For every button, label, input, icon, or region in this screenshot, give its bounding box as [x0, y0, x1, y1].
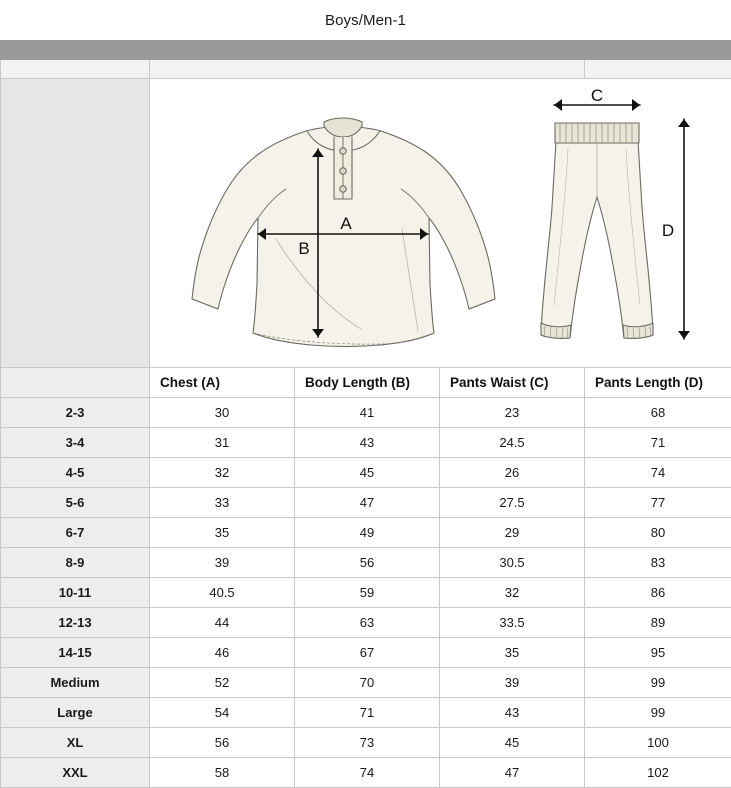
table-band-light-row	[1, 60, 731, 79]
row-size: 5-6	[1, 488, 150, 518]
table-row	[1, 428, 731, 458]
chest-label: A	[340, 214, 352, 233]
row-pants-waist: 32	[440, 578, 585, 608]
row-chest: 54	[150, 698, 295, 728]
table-row	[1, 458, 731, 488]
row-chest: 44	[150, 608, 295, 638]
row-pants-length: 77	[585, 488, 731, 518]
band-dark-cell-center	[150, 41, 585, 60]
garment-diagram-svg	[156, 79, 726, 367]
table-row	[1, 488, 731, 518]
row-pants-length: 68	[585, 398, 731, 428]
pants-length-measure-arrow	[678, 119, 690, 339]
row-body-length: 70	[295, 668, 440, 698]
table-row	[1, 698, 731, 728]
pants-waist-label: C	[590, 86, 602, 105]
row-size: 8-9	[1, 548, 150, 578]
row-pants-waist: 27.5	[440, 488, 585, 518]
row-pants-length: 86	[585, 578, 731, 608]
row-size: 14-15	[1, 638, 150, 668]
row-pants-waist: 33.5	[440, 608, 585, 638]
row-body-length: 56	[295, 548, 440, 578]
row-body-length: 45	[295, 458, 440, 488]
row-body-length: 71	[295, 698, 440, 728]
row-pants-length: 80	[585, 518, 731, 548]
header-body-length: Body Length (B)	[295, 368, 440, 398]
row-pants-length: 100	[585, 728, 731, 758]
table-row	[1, 758, 731, 788]
row-pants-length: 71	[585, 428, 731, 458]
row-pants-waist: 35	[440, 638, 585, 668]
row-pants-waist: 29	[440, 518, 585, 548]
band-light-cell-right	[585, 60, 731, 79]
table-row	[1, 578, 731, 608]
band-light-cell-center	[150, 60, 585, 79]
row-size: Medium	[1, 668, 150, 698]
row-pants-length: 99	[585, 668, 731, 698]
row-pants-waist: 24.5	[440, 428, 585, 458]
header-size-blank	[1, 368, 150, 398]
row-pants-waist: 47	[440, 758, 585, 788]
row-pants-length: 102	[585, 758, 731, 788]
table-row	[1, 668, 731, 698]
header-pants-length: Pants Length (D)	[585, 368, 731, 398]
size-chart-table	[0, 40, 731, 788]
header-chest: Chest (A)	[150, 368, 295, 398]
pants-length-label: D	[661, 221, 673, 240]
row-size: 6-7	[1, 518, 150, 548]
row-body-length: 41	[295, 398, 440, 428]
row-body-length: 67	[295, 638, 440, 668]
row-body-length: 74	[295, 758, 440, 788]
header-pants-waist: Pants Waist (C)	[440, 368, 585, 398]
row-size: XXL	[1, 758, 150, 788]
table-header-row	[1, 368, 731, 398]
row-pants-waist: 39	[440, 668, 585, 698]
row-chest: 46	[150, 638, 295, 668]
row-pants-waist: 26	[440, 458, 585, 488]
row-pants-waist: 43	[440, 698, 585, 728]
row-chest: 31	[150, 428, 295, 458]
row-chest: 56	[150, 728, 295, 758]
pants-garment-shape	[541, 123, 653, 339]
band-dark-cell-right	[585, 41, 731, 60]
row-pants-waist: 45	[440, 728, 585, 758]
table-row	[1, 548, 731, 578]
illustration-row	[1, 79, 731, 368]
row-pants-length: 99	[585, 698, 731, 728]
table-row	[1, 398, 731, 428]
row-pants-waist: 30.5	[440, 548, 585, 578]
table-row	[1, 638, 731, 668]
row-size: 10-11	[1, 578, 150, 608]
row-size: Large	[1, 698, 150, 728]
row-chest: 33	[150, 488, 295, 518]
row-chest: 40.5	[150, 578, 295, 608]
page-title: Boys/Men-1	[0, 0, 731, 40]
row-size: 4-5	[1, 458, 150, 488]
row-chest: 39	[150, 548, 295, 578]
row-body-length: 49	[295, 518, 440, 548]
illustration-wrap	[150, 79, 731, 367]
garment-illustration-cell	[150, 79, 731, 368]
row-size: 3-4	[1, 428, 150, 458]
table-row	[1, 608, 731, 638]
band-light-cell-left	[1, 60, 150, 79]
row-size: 12-13	[1, 608, 150, 638]
row-body-length: 63	[295, 608, 440, 638]
band-dark-cell-left	[1, 41, 150, 60]
row-chest: 30	[150, 398, 295, 428]
row-body-length: 43	[295, 428, 440, 458]
row-pants-waist: 23	[440, 398, 585, 428]
row-pants-length: 74	[585, 458, 731, 488]
row-pants-length: 83	[585, 548, 731, 578]
row-size: XL	[1, 728, 150, 758]
row-chest: 32	[150, 458, 295, 488]
row-chest: 52	[150, 668, 295, 698]
table-row	[1, 728, 731, 758]
body-length-label: B	[298, 239, 309, 258]
table-band-dark-row	[1, 41, 731, 60]
row-body-length: 59	[295, 578, 440, 608]
table-row	[1, 518, 731, 548]
row-size: 2-3	[1, 398, 150, 428]
row-pants-length: 89	[585, 608, 731, 638]
row-body-length: 47	[295, 488, 440, 518]
row-pants-length: 95	[585, 638, 731, 668]
row-chest: 58	[150, 758, 295, 788]
row-chest: 35	[150, 518, 295, 548]
illustration-left-spacer	[1, 79, 150, 368]
row-body-length: 73	[295, 728, 440, 758]
